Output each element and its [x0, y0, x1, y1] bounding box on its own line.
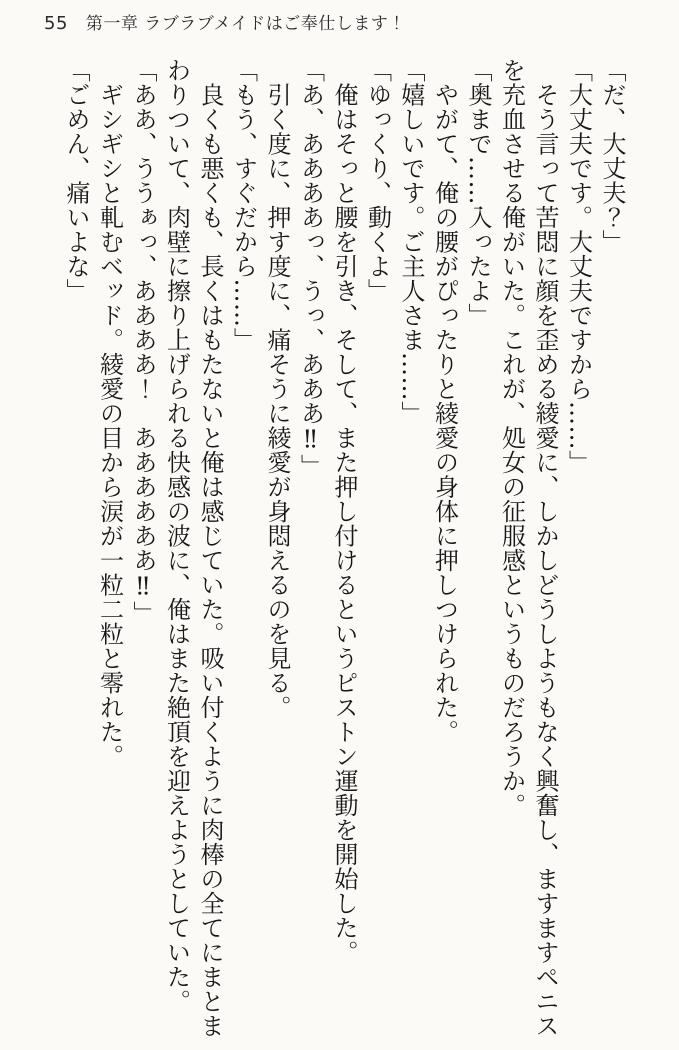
page-number: 55	[44, 13, 68, 34]
text-line: そう言って苦悶に顔を歪める綾愛に、しかしどうしようもなく興奮し、ますますペニス	[531, 58, 559, 1038]
text-line: 「ごめん、痛いよな」	[62, 58, 90, 303]
text-line: 「あ、ああああっ、うっ、あああ‼」	[296, 58, 325, 479]
text-line: 「ゆっくり、動くよ」	[363, 58, 392, 303]
text-line: 「大丈夫です。大丈夫ですから……」	[564, 58, 593, 475]
text-line: 引く度に、押す度に、痛そうに綾愛が身悶えるのを見る。	[263, 58, 291, 720]
text-line: 「ああ、ううぁっ、ああああ！ ああああああ‼」	[129, 58, 157, 626]
vertical-text-block	[59, 58, 629, 1050]
text-line: 俺はそっと腰を引き、そして、また押し付けるというピストン運動を開始した。	[330, 58, 358, 965]
text-line: 「もう、すぐだから……」	[229, 58, 258, 352]
text-line: 「だ、大丈夫？」	[598, 58, 626, 254]
text-line: ギシギシと軋むベッド。綾愛の目から涙が一粒二粒と零れた。	[95, 58, 124, 769]
text-line: 「奥まで……入ったよ」	[464, 58, 492, 328]
text-line: わりついて、肉壁に擦り上げられる快感の波に、俺はまた絶頂を迎えようとしていた。	[162, 58, 191, 1014]
text-line: やがて、俺の腰がぴったりと綾愛の身体に押しつけられた。	[430, 58, 459, 744]
running-head	[44, 9, 406, 34]
text-line: 「嬉しいです。ご主人さま……」	[397, 58, 425, 426]
text-line: を充血させる俺がいた。これが、処女の征服感というものだろうか。	[497, 58, 526, 818]
text-line: 良くも悪くも、長くはもたないと俺は感じていた。吸い付くように肉棒の全てにまとま	[196, 58, 224, 1038]
chapter-title: 第一章 ラブラブメイドはご奉仕します！	[85, 14, 406, 34]
